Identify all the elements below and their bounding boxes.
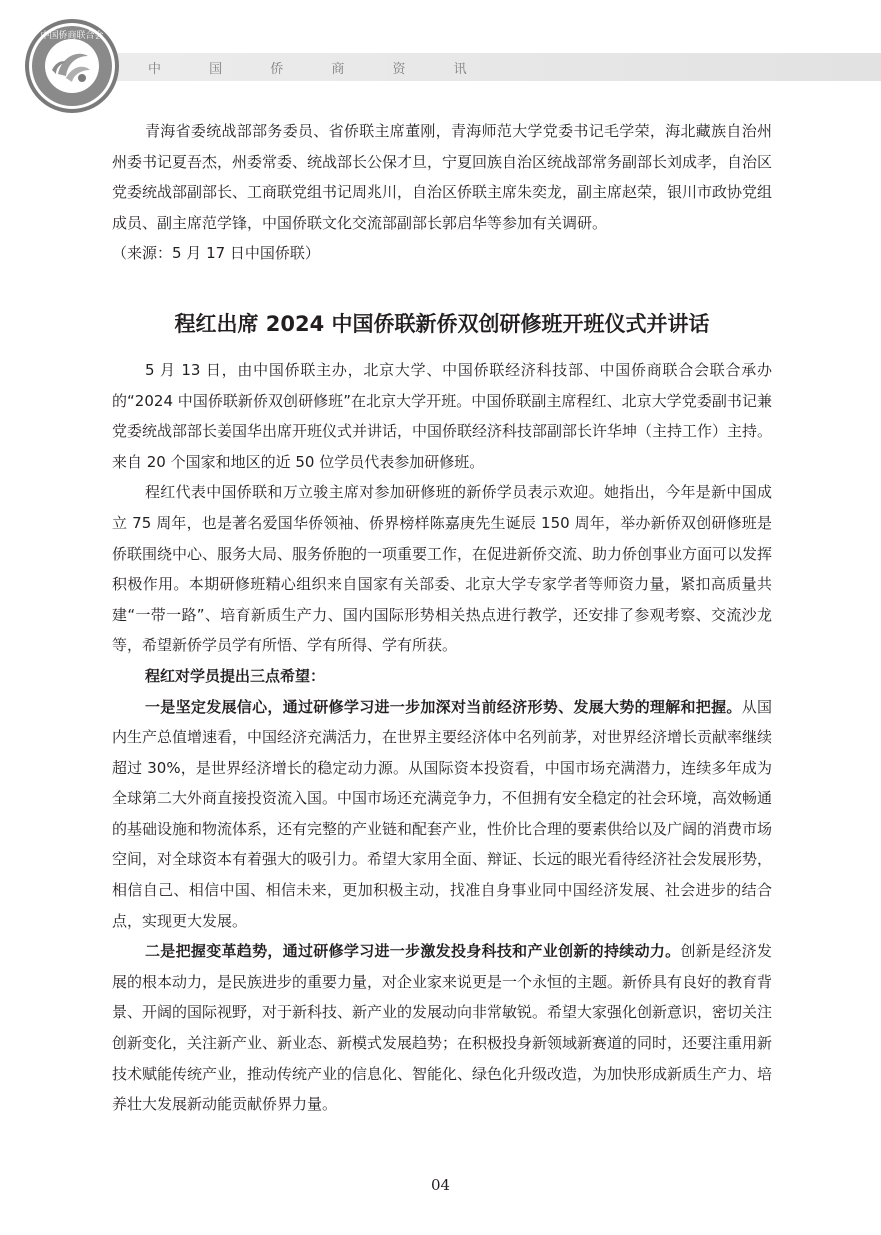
header-section-title: 中 国 侨 商 资 讯 <box>148 62 489 77</box>
hopes-heading <box>112 661 772 692</box>
page-content <box>112 116 772 1120</box>
point-two-paragraph <box>112 936 772 1120</box>
point-one-heading: 一是坚定发展信心，通过研修学习进一步加深对当前经济形势、发展大势的理解和把握。 <box>145 697 742 716</box>
article-title: 程红出席 2024 中国侨联新侨双创研修班开班仪式并讲话 <box>174 311 710 336</box>
intro-paragraph: 青海省委统战部部务委员、省侨联主席董刚，青海师范大学党委书记毛学荣，海北藏族自治州州委书记夏吾杰，州委常委、统战部长公保才旦，宁夏回族自治区统战部常务副部长刘成孝，自治区党委统战部副部长、工商联党组书记周兆川，自治区侨联主席朱奕龙，副主席赵荣，银川市政协党组成员、副主席范学锋，中国侨联文化交流部副部长郭启华等参加有关调研。 <box>112 122 773 232</box>
logo <box>22 16 122 116</box>
point-two-heading: 二是把握变革趋势，通过研修学习进一步激发投身科技和产业创新的持续动力。 <box>145 942 681 961</box>
point-two-text: 创新是经济发展的根本动力，是民族进步的重要力量，对企业家来说更是一个永恒的主题。新侨具有良好的教育背景、开阔的国际视野，对于新科技、新产业的发展动向非常敏锐。希望大家强化创新意识，密切关注创新变化，关注新产业、新业态、新模式发展趋势；在积极投身新领域新赛道的同时，还要注重用新技术赋能传统产业，推动传统产业的信息化、智能化、绿色化升级改造，为加快形成新质生产力、培养壮大发展新动能贡献侨界力量。 <box>112 942 773 1114</box>
page-number: 04 <box>430 1176 451 1194</box>
point-one-text: 从国内生产总值增速看，中国经济充满活力，在世界主要经济体中名列前茅，对世界经济增长贡献率继续超过 30%，是世界经济增长的稳定动力源。从国际资本投资看，中国市场充满潜力，连续多年成为全球第二大外商直接投资流入国。中国市场还充满竞争力，不但拥有安全稳定的社会环境，高效畅通的基础设施和物流体系，还有完整的产业链和配套产业，性价比合理的要素供给以及广阔的消费市场空间，对全球资本有着强大的吸引力。希望大家用全面、辩证、长远的眼光看待经济社会发展形势，相信自己、相信中国、相信未来，更加积极主动，找准自身事业同中国经济发展、社会进步的结合点，实现更大发展。 <box>112 697 773 930</box>
hopes-heading-text: 程红对学员提出三点希望： <box>145 666 326 685</box>
logo-emblem-icon <box>22 16 122 116</box>
article-paragraph: 程红代表中国侨联和万立骏主席对参加研修班的新侨学员表示欢迎。她指出，今年是新中国成立 75 周年，也是著名爱国华侨领袖、侨界榜样陈嘉庚先生诞辰 150 周年，举办新侨双创研修班是侨联围绕中心、服务大局、服务侨胞的一项重要工作，在促进新侨交流、助力侨创事业方面可以发挥积极作用。本期研修班精心组织来自国家有关部委、北京大学专家学者等师资力量，紧扣高质量共建“一带一路”、培育新质生产力、国内国际形势相关热点进行教学，还安排了参观考察、交流沙龙等，希望新侨学员学有所悟、学有所得、学有所获。 <box>112 483 773 655</box>
article-paragraph: 5 月 13 日，由中国侨联主办，北京大学、中国侨联经济科技部、中国侨商联合会联合承办的“2024 中国侨联新侨双创研修班”在北京大学开班。中国侨联副主席程红、北京大学党委副书记兼党委统战部部长姜国华出席开班仪式并讲话，中国侨联经济科技部副部长许华坤（主持工作）主持。来自 20 个国家和地区的近 50 位学员代表参加研修班。 <box>112 360 773 471</box>
source-note: （来源：5 月 17 日中国侨联） <box>112 244 320 263</box>
logo-text: 中国侨商联合会 <box>40 31 104 41</box>
point-one-paragraph <box>112 692 772 937</box>
